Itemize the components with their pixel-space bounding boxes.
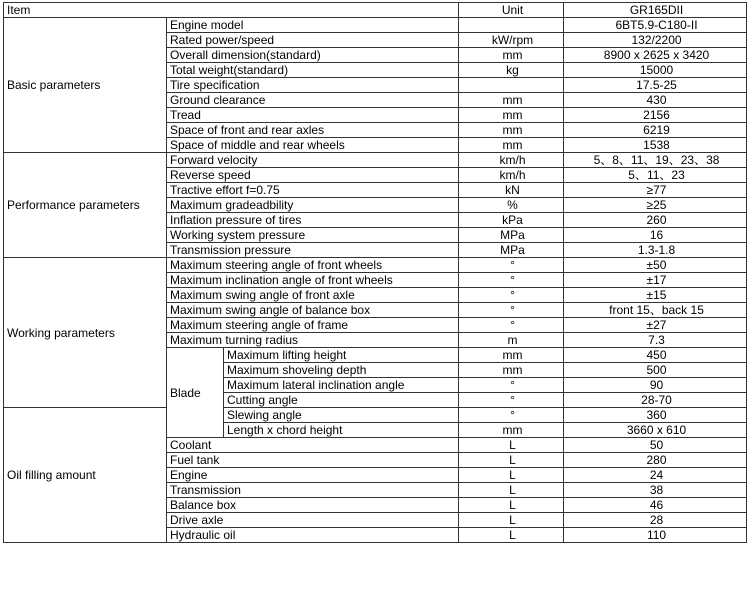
table-row bbox=[4, 18, 747, 33]
param-name: Maximum inclination angle of front wheels bbox=[167, 273, 459, 288]
param-unit: km/h bbox=[459, 153, 564, 168]
header-model: GR165DII bbox=[564, 3, 747, 18]
param-unit: kPa bbox=[459, 213, 564, 228]
param-name: Fuel tank bbox=[167, 453, 459, 468]
param-value: 360 bbox=[564, 408, 747, 423]
param-name: Space of middle and rear wheels bbox=[167, 138, 459, 153]
param-unit: MPa bbox=[459, 243, 564, 258]
param-name: Working system pressure bbox=[167, 228, 459, 243]
param-value: 24 bbox=[564, 468, 747, 483]
header-row bbox=[4, 3, 747, 18]
param-name: Overall dimension(standard) bbox=[167, 48, 459, 63]
param-name: Engine bbox=[167, 468, 459, 483]
param-value: 28 bbox=[564, 513, 747, 528]
param-value: front 15、back 15 bbox=[564, 303, 747, 318]
param-unit: L bbox=[459, 498, 564, 513]
param-unit: ° bbox=[459, 378, 564, 393]
spec-table-body bbox=[4, 3, 747, 543]
param-value: 1.3-1.8 bbox=[564, 243, 747, 258]
group-label: Basic parameters bbox=[4, 18, 167, 153]
param-name: Forward velocity bbox=[167, 153, 459, 168]
param-unit: kg bbox=[459, 63, 564, 78]
table-row bbox=[4, 408, 747, 423]
param-value: ±27 bbox=[564, 318, 747, 333]
group-label: Oil filling amount bbox=[4, 408, 167, 543]
param-unit: L bbox=[459, 513, 564, 528]
param-unit: L bbox=[459, 438, 564, 453]
param-value: 430 bbox=[564, 93, 747, 108]
param-name: Cutting angle bbox=[224, 393, 459, 408]
param-name: Maximum swing angle of balance box bbox=[167, 303, 459, 318]
param-unit: mm bbox=[459, 48, 564, 63]
param-name: Hydraulic oil bbox=[167, 528, 459, 543]
param-value: ≥77 bbox=[564, 183, 747, 198]
param-value: 28-70 bbox=[564, 393, 747, 408]
param-value: 3660 x 610 bbox=[564, 423, 747, 438]
param-name: Maximum steering angle of front wheels bbox=[167, 258, 459, 273]
param-value: 8900 x 2625 x 3420 bbox=[564, 48, 747, 63]
param-unit: mm bbox=[459, 138, 564, 153]
param-name: Coolant bbox=[167, 438, 459, 453]
param-name: Drive axle bbox=[167, 513, 459, 528]
param-name: Inflation pressure of tires bbox=[167, 213, 459, 228]
param-unit: mm bbox=[459, 363, 564, 378]
param-name: Engine model bbox=[167, 18, 459, 33]
param-unit: ° bbox=[459, 408, 564, 423]
param-value: 500 bbox=[564, 363, 747, 378]
param-name: Maximum lateral inclination angle bbox=[224, 378, 459, 393]
param-unit: kW/rpm bbox=[459, 33, 564, 48]
param-value: 5、8、11、19、23、38 bbox=[564, 153, 747, 168]
param-value: ≥25 bbox=[564, 198, 747, 213]
param-unit: mm bbox=[459, 123, 564, 138]
param-unit: ° bbox=[459, 318, 564, 333]
param-unit: km/h bbox=[459, 168, 564, 183]
param-name: Ground clearance bbox=[167, 93, 459, 108]
param-unit: L bbox=[459, 483, 564, 498]
param-value: 17.5-25 bbox=[564, 78, 747, 93]
param-value: 15000 bbox=[564, 63, 747, 78]
param-value: 280 bbox=[564, 453, 747, 468]
param-name: Transmission pressure bbox=[167, 243, 459, 258]
param-value: 16 bbox=[564, 228, 747, 243]
spec-table bbox=[3, 2, 747, 543]
header-item: Item bbox=[4, 3, 459, 18]
header-unit: Unit bbox=[459, 3, 564, 18]
param-unit: m bbox=[459, 333, 564, 348]
param-name: Maximum lifting height bbox=[224, 348, 459, 363]
param-unit: mm bbox=[459, 423, 564, 438]
param-value: 110 bbox=[564, 528, 747, 543]
param-unit: mm bbox=[459, 348, 564, 363]
param-name: Transmission bbox=[167, 483, 459, 498]
param-value: 6BT5.9-C180-II bbox=[564, 18, 747, 33]
param-name: Tread bbox=[167, 108, 459, 123]
param-unit bbox=[459, 18, 564, 33]
param-unit bbox=[459, 78, 564, 93]
param-name: Reverse speed bbox=[167, 168, 459, 183]
param-value: 260 bbox=[564, 213, 747, 228]
param-unit: L bbox=[459, 528, 564, 543]
param-value: 90 bbox=[564, 378, 747, 393]
param-name: Length x chord height bbox=[224, 423, 459, 438]
param-value: 7.3 bbox=[564, 333, 747, 348]
param-name: Maximum shoveling depth bbox=[224, 363, 459, 378]
param-value: 5、11、23 bbox=[564, 168, 747, 183]
group-label: Blade bbox=[167, 348, 224, 438]
param-name: Balance box bbox=[167, 498, 459, 513]
param-value: 38 bbox=[564, 483, 747, 498]
param-name: Total weight(standard) bbox=[167, 63, 459, 78]
group-label: Working parameters bbox=[4, 258, 167, 408]
table-row bbox=[4, 258, 747, 273]
param-unit: L bbox=[459, 453, 564, 468]
param-value: 450 bbox=[564, 348, 747, 363]
param-unit: ° bbox=[459, 258, 564, 273]
param-unit: ° bbox=[459, 273, 564, 288]
param-value: ±17 bbox=[564, 273, 747, 288]
group-label: Performance parameters bbox=[4, 153, 167, 258]
param-unit: % bbox=[459, 198, 564, 213]
param-name: Maximum turning radius bbox=[167, 333, 459, 348]
param-name: Slewing angle bbox=[224, 408, 459, 423]
param-unit: kN bbox=[459, 183, 564, 198]
param-unit: MPa bbox=[459, 228, 564, 243]
param-unit: mm bbox=[459, 93, 564, 108]
param-name: Maximum steering angle of frame bbox=[167, 318, 459, 333]
param-name: Tractive effort f=0.75 bbox=[167, 183, 459, 198]
param-unit: ° bbox=[459, 303, 564, 318]
param-unit: ° bbox=[459, 393, 564, 408]
param-unit: ° bbox=[459, 288, 564, 303]
param-value: ±50 bbox=[564, 258, 747, 273]
param-name: Maximum swing angle of front axle bbox=[167, 288, 459, 303]
param-value: 1538 bbox=[564, 138, 747, 153]
param-name: Rated power/speed bbox=[167, 33, 459, 48]
param-value: ±15 bbox=[564, 288, 747, 303]
param-name: Maximum gradeadbility bbox=[167, 198, 459, 213]
param-value: 50 bbox=[564, 438, 747, 453]
table-row bbox=[4, 153, 747, 168]
param-name: Space of front and rear axles bbox=[167, 123, 459, 138]
param-name: Tire specification bbox=[167, 78, 459, 93]
param-unit: L bbox=[459, 468, 564, 483]
param-value: 6219 bbox=[564, 123, 747, 138]
param-unit: mm bbox=[459, 108, 564, 123]
param-value: 132/2200 bbox=[564, 33, 747, 48]
param-value: 46 bbox=[564, 498, 747, 513]
param-value: 2156 bbox=[564, 108, 747, 123]
